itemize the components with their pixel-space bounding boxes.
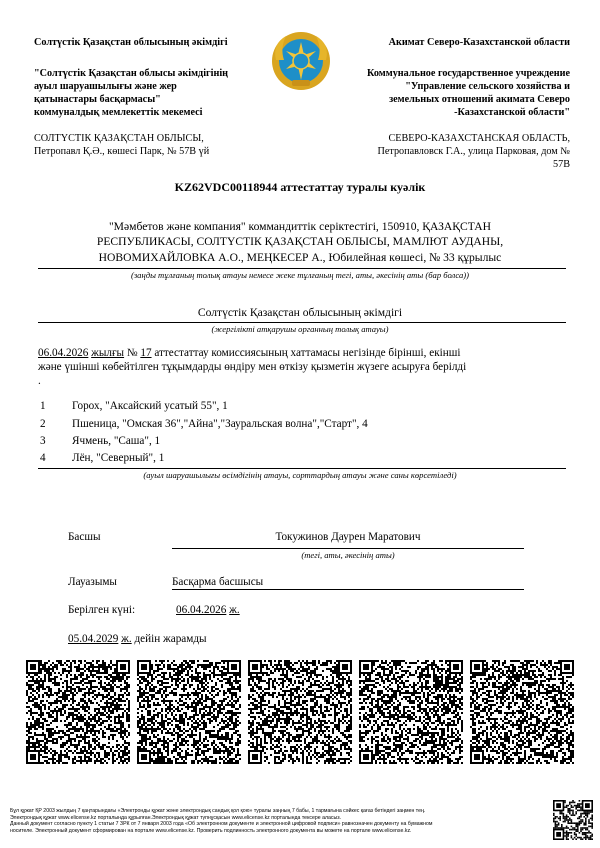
position-label: Лауазымы: [68, 576, 117, 588]
signer-label: Басшы: [68, 531, 101, 543]
signer-name: Токужинов Даурен Маратович: [275, 531, 421, 543]
valid-suffix: ж.: [121, 633, 132, 645]
valid-until: [68, 632, 207, 646]
issued-date: 06.04.2026: [176, 604, 227, 616]
crop-row: 4 Лён, "Северный", 1: [40, 452, 165, 464]
document-title: KZ62VDC00118944 аттестаттау туралы куәлік: [174, 180, 426, 194]
qr-code-4: [359, 660, 463, 764]
issued-label: Берілген күні:: [68, 604, 136, 616]
crops-underline: [38, 468, 566, 469]
position-value: Басқарма басшысы: [172, 576, 264, 588]
decision-number-sign: №: [126, 347, 138, 359]
header-right-org: Коммунальное государственное учреждение "Управление сельского хозяйства и земельных отношений акимата Северо -Казахстанской области": [367, 68, 570, 118]
kazakhstan-emblem-icon: [270, 30, 332, 92]
crop-row: 2 Пшеница, "Омская 36","Айна","Зауральская волна","Старт", 4: [40, 418, 368, 430]
valid-date: 05.04.2029: [68, 633, 119, 645]
issued-suffix: ж.: [229, 604, 240, 616]
qr-code-1: [26, 660, 130, 764]
decision-text-line2: және үшінші көбейтілген тұқымдарды өндіру мен өткізу қызметін жүзеге асыруға берілді: [38, 361, 467, 373]
crop-row: 1 Горох, "Аксайский усатый 55", 1: [40, 400, 228, 412]
crops-caption: (ауыл шаруашылығы өсімдігінің атауы, сорттардың атауы және саны көрсетіледі): [143, 470, 457, 480]
holder-name: "Мәмбетов және компания" коммандиттік серіктестігі, 150910, ҚАЗАҚСТАН РЕСПУБЛИКАСЫ, СОЛТҮСТІК ҚАЗАҚСТАН ОБЛЫСЫ, МАМЛЮТ АУДАНЫ, НОВОМИХАЙЛОВКА А.О., МЕҢКЕСЕР А., Юбилейная көшесі, № 33 құрылыс: [96, 220, 504, 264]
position-underline: [172, 589, 524, 590]
header-left-org: "Солтүстік Қазақстан облысы әкімдігінің ауыл шаруашылығы және жер қатынастары басқармасы" коммуналдық мемлекеттік мекемесі: [34, 68, 229, 118]
header-right-address: СЕВЕРО-КАЗАХСТАНСКАЯ ОБЛАСТЬ, Петропавловск Г.А., улица Парковая, дом № 57В: [377, 133, 570, 170]
issued-date-wrap: [176, 603, 240, 617]
header-left-title: Солтүстік Қазақстан облысының әкімдігі: [34, 37, 228, 48]
signer-name-caption: (тегі, аты, әкесінің аты): [301, 550, 395, 560]
header-right-title: Акимат Северо-Казахстанской области: [388, 37, 570, 48]
issuer-name: Солтүстік Қазақстан облысының әкімдігі: [197, 306, 403, 319]
qr-code-2: [137, 660, 241, 764]
header-left-address: СОЛТҮСТІК ҚАЗАҚСТАН ОБЛЫСЫ, Петропавл Қ.Ә., көшесі Парк, № 57В үй: [34, 133, 210, 157]
decision-text: [38, 346, 568, 388]
crop-row: 3 Ячмень, "Саша", 1: [40, 435, 161, 447]
holder-underline: [38, 268, 566, 269]
valid-text: дейін жарамды: [134, 633, 207, 645]
issuer-caption: (жергілікті атқарушы органның толық атауы): [211, 324, 389, 334]
decision-text-line3: .: [38, 375, 41, 387]
decision-text-line1: аттестаттау комиссиясының хаттамасы негізінде бірінші, екінші: [154, 347, 461, 359]
decision-year-word: жылғы: [91, 347, 125, 359]
qr-code-3: [248, 660, 352, 764]
decision-number: 17: [140, 347, 152, 359]
signer-name-underline: [172, 548, 524, 549]
issuer-underline: [38, 322, 566, 323]
qr-code-small: [553, 800, 593, 840]
qr-code-5: [470, 660, 574, 764]
decision-date: 06.04.2026: [38, 347, 89, 359]
footer-legal-text: Бұл құжат ҚР 2003 жылдың 7 қаңтарындағы «Электронды құжат және электрондық сандық қол қою» туралы заңның 7 бабы, 1 тармағына сәйкес қағаз бетіндегі заңмен тең. Электрондық құжат www.elicense.kz порталында құрылған.Электрондық құжат түпнұсқасын www.elicense.kz порталында тексере аласыз. Данный документ согласно пункту 1 статьи 7 ЗРК от 7 января 2003 года «Об электронном документе и электронной цифровой подписи» равнозначен документу на бумажном носителе. Электронный документ сформирован на портале www.elicense.kz. Проверить подлинность электронного документа вы можете на портале www.elicense.kz.: [10, 808, 433, 834]
holder-caption: (заңды тұлғаның толық атауы немесе жеке тұлғаның тегі, аты, әкесінің аты (бар болса)): [130, 270, 470, 280]
